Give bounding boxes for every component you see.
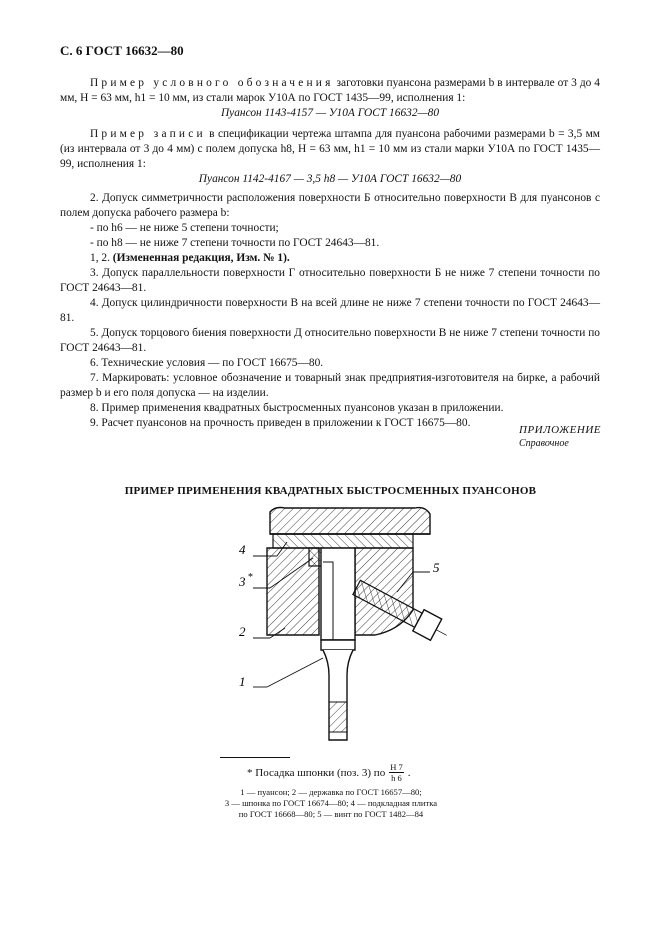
appendix-subtitle: Справочное xyxy=(519,438,569,449)
item-2-a: - по h6 — не ниже 5 степени точности; xyxy=(90,222,279,234)
revision-prefix: 1, 2. xyxy=(90,252,113,264)
example-designation-heading: Пример условного обозначения xyxy=(90,77,334,89)
item-2-b: - по h8 — не ниже 7 степени точности по ГОСТ 24643—81. xyxy=(90,237,380,249)
figure-title: ПРИМЕР ПРИМЕНЕНИЯ КВАДРАТНЫХ БЫСТРОСМЕННЫХ ПУАНСОНОВ xyxy=(124,485,537,497)
item-3: 3. Допуск параллельности поверхности Г относительно поверхности Б не ниже 7 степени точности по ГОСТ 24643—81. xyxy=(60,267,600,294)
page-header: С. 6 ГОСТ 16632—80 xyxy=(60,43,184,58)
item-6: 6. Технические условия — по ГОСТ 16675—80. xyxy=(90,357,324,369)
item-8: 8. Пример применения квадратных быстросменных пуансонов указан в приложении. xyxy=(90,402,504,414)
footnote-text: * Посадка шпонки (поз. 3) по xyxy=(247,766,386,779)
figure-legend xyxy=(200,787,462,820)
legend-line-1: 1 — пуансон; 2 — державка по ГОСТ 16657—80; xyxy=(240,787,422,797)
item-2: 2. Допуск симметричности расположения поверхности Б относительно поверхности В для пуансонов с полем допуска рабочего размера b: xyxy=(60,192,600,219)
item-1-2-revision xyxy=(60,251,600,266)
example-record-heading: Пример записи xyxy=(90,128,206,140)
example-designation-text: заготовки пуансона размерами b в интервале от 3 до 4 мм, H = 63 мм, h1 = 10 мм, из стали марок У10А по ГОСТ 1435—99, исполнения 1: xyxy=(60,77,600,104)
item-4: 4. Допуск цилиндричности поверхности В на всей длине не ниже 7 степени точности по ГОСТ 24643—81. xyxy=(60,297,600,324)
label-2: 2 xyxy=(239,624,246,639)
item-7: 7. Маркировать: условное обозначение и товарный знак предприятия-изготовителя на бирке, а рабочий размер b и его поля допуска — на изделии. xyxy=(60,372,600,399)
example-designation-code: Пуансон 1143-4157 — У10А ГОСТ 16632—80 xyxy=(220,107,440,119)
example-record-code: Пуансон 1142-4167 — 3,5 h8 — У10А ГОСТ 16632—80 xyxy=(198,173,462,185)
legend-line-3: по ГОСТ 16668—80; 5 — винт по ГОСТ 1482—84 xyxy=(238,809,424,819)
example-record-text: в спецификации чертежа штампа для пуансона рабочими размерами b = 3,5 мм (из интервала от 3 до 4 мм) с полем допуска h8, H = 63 мм, h1 = 10 мм из стали марки У10А по ГОСТ 1435—99, исполнения 1: xyxy=(60,128,600,170)
label-3: 3 xyxy=(239,574,246,589)
legend-line-2: 3 — шпонка по ГОСТ 16674—80; 4 — подкладная плитка xyxy=(224,798,438,808)
item-5: 5. Допуск торцового биения поверхности Д относительно поверхности В не ниже 7 степени точности по ГОСТ 24643—81. xyxy=(60,327,600,354)
fit-numerator: H 7 xyxy=(390,762,403,772)
backing-plate xyxy=(273,534,413,548)
document-body xyxy=(60,76,600,431)
die-plate xyxy=(270,508,430,535)
item-9: 9. Расчет пуансонов на прочность приведен в приложении к ГОСТ 16675—80. xyxy=(90,417,471,429)
punch xyxy=(321,548,355,740)
footnote-end: . xyxy=(407,766,411,779)
label-1: 1 xyxy=(239,674,246,689)
label-3-star: * xyxy=(248,572,253,583)
punch-assembly-drawing xyxy=(225,500,465,750)
revision-note: (Измененная редакция, Изм. № 1). xyxy=(112,252,290,264)
appendix-heading xyxy=(519,424,601,450)
appendix-title: ПРИЛОЖЕНИЕ xyxy=(519,424,601,436)
example-record xyxy=(60,127,600,172)
footnote-rule xyxy=(220,757,290,758)
label-4: 4 xyxy=(239,542,246,557)
fit-fraction xyxy=(389,762,404,783)
label-5: 5 xyxy=(433,560,440,575)
footnote xyxy=(247,762,410,783)
example-designation xyxy=(60,76,600,106)
fit-denominator: h 6 xyxy=(391,773,402,783)
